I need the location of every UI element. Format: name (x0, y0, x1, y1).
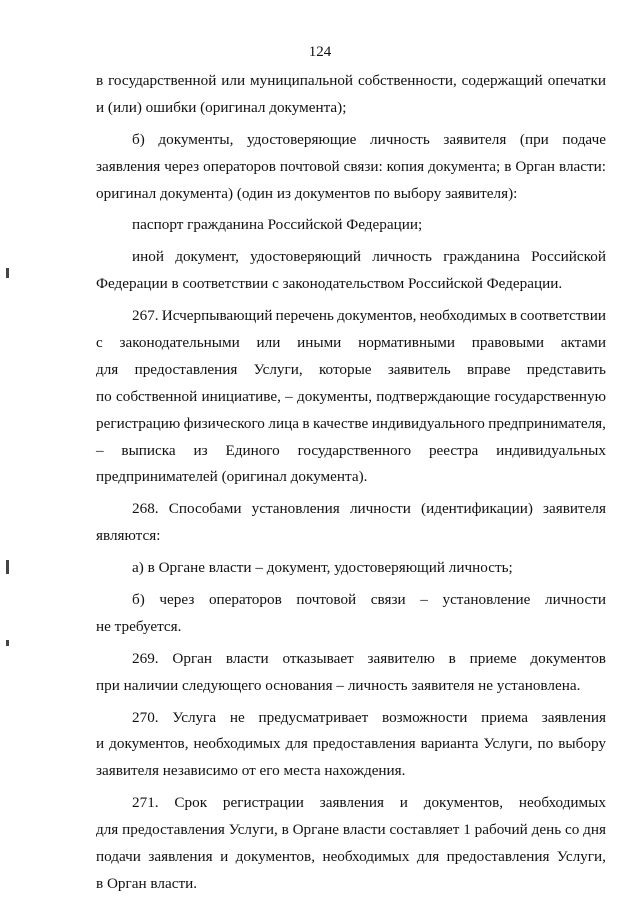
text-line: 270. Услуга не предусматривает возможности приема заявления (132, 708, 606, 726)
page-number: 124 (308, 44, 332, 60)
text-line: для предоставления Услуги, в Органе власти составляет 1 рабочий день со дня (96, 821, 606, 839)
text-line: при наличии следующего основания – личность заявителя не установлена. (96, 676, 581, 694)
text-line: по собственной инициативе, – документы, подтверждающие государственную (96, 387, 606, 405)
text-line: не требуется. (96, 617, 182, 635)
text-line: в Орган власти. (96, 874, 198, 892)
text-line: заявителя независимо от его места нахождения. (96, 762, 406, 780)
text-line: иной документ, удостоверяющий личность гражданина Российской (132, 248, 606, 266)
scan-edge-marks (6, 0, 10, 918)
text-line: 268. Способами установления личности (идентификации) заявителя (132, 500, 606, 518)
paragraph (96, 244, 606, 298)
text-line: в государственной или муниципальной собственности, содержащий опечатки (96, 72, 606, 89)
text-line: б) через операторов почтовой связи – установление личности (132, 591, 606, 609)
paragraph (96, 705, 606, 786)
paragraph (96, 555, 606, 582)
text-line: 271. Срок регистрации заявления и документов, необходимых (132, 794, 606, 812)
text-line: для предоставления Услуги, которые заявитель вправе представить (96, 360, 606, 378)
text-line: – выписка из Единого государственного реестра индивидуальных (96, 441, 606, 459)
text-line: являются: (96, 527, 161, 545)
text-line: а) в Органе власти – документ, удостоверяющий личность; (132, 559, 513, 577)
document-body (96, 68, 606, 898)
text-line: и документов, необходимых для предоставления варианта Услуги, по выбору (96, 735, 606, 753)
text-line: регистрацию физического лица в качестве индивидуального предпринимателя, (96, 414, 606, 432)
paragraph (96, 496, 606, 550)
text-line: подачи заявления и документов, необходимых для предоставления Услуги, (96, 848, 606, 866)
paragraph (96, 587, 606, 641)
scan-speck (6, 268, 9, 278)
paragraph (96, 303, 606, 491)
text-line: Федерации в соответствии с законодательством Российской Федерации. (96, 275, 563, 293)
paragraph (96, 68, 606, 122)
text-line: б) документы, удостоверяющие личность заявителя (при подаче (132, 130, 606, 148)
paragraph (96, 646, 606, 700)
text-line: 267. Исчерпывающий перечень документов, необходимых в соответствии (132, 307, 606, 325)
scan-speck (6, 640, 9, 646)
text-line: с законодательными или иными нормативными правовыми актами (96, 334, 606, 352)
paragraph (96, 127, 606, 208)
text-line: и (или) ошибки (оригинал документа); (96, 98, 347, 116)
text-line: заявления через операторов почтовой связи: копия документа; в Орган власти: (96, 157, 606, 175)
paragraph (96, 212, 606, 239)
paragraph (96, 790, 606, 898)
text-line: оригинал документа) (один из документов по выбору заявителя): (96, 184, 518, 202)
text-line: 269. Орган власти отказывает заявителю в приеме документов (132, 649, 606, 667)
text-line: паспорт гражданина Российской Федерации; (132, 216, 423, 234)
scan-speck (6, 560, 9, 574)
text-line: предпринимателей (оригинал документа). (96, 468, 368, 486)
